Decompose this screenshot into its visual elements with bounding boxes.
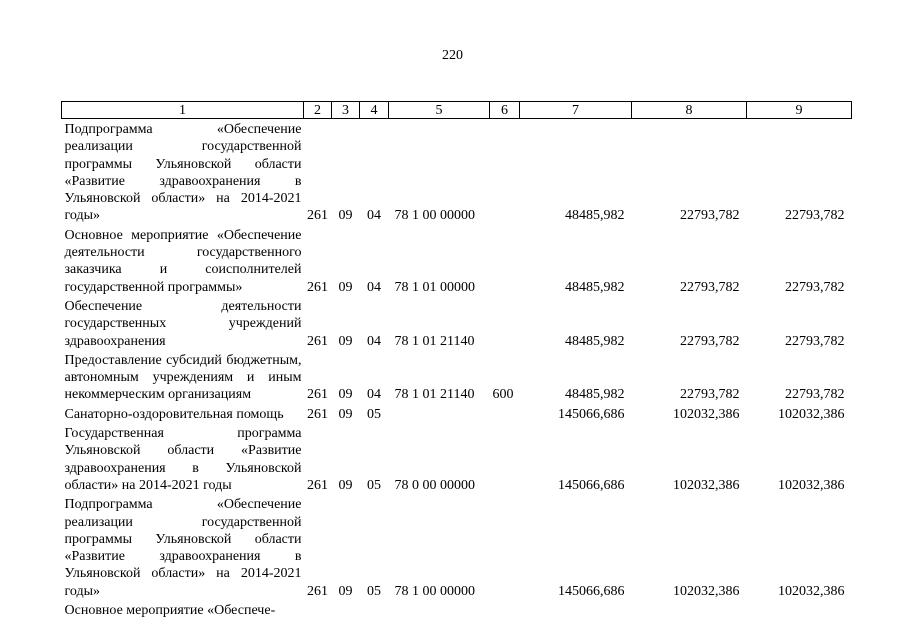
subsection-code: 05: [367, 406, 381, 422]
section-code: 09: [338, 477, 353, 493]
amount-col9: 22793,782: [785, 208, 845, 224]
amount-col7: 48485,982: [565, 387, 625, 403]
grbs-code: 261: [307, 333, 328, 349]
grbs-code: [304, 600, 332, 619]
grbs-code: 261: [307, 387, 328, 403]
page-number: 220: [442, 48, 463, 63]
amount-col8: 102032,386: [673, 406, 740, 422]
header-cell-7: 7: [520, 102, 632, 119]
amount-col8: 22793,782: [680, 333, 740, 349]
expense-type-code: 600: [492, 387, 514, 403]
amount-col8: 102032,386: [673, 477, 740, 493]
amount-col8: 22793,782: [680, 387, 740, 403]
table-row: [62, 494, 852, 600]
table-row: [62, 119, 852, 225]
table-row: [62, 350, 852, 404]
section-code: 09: [338, 583, 353, 599]
grbs-code: 261: [307, 406, 328, 422]
item-name: Предоставление субсидий бюджетным, автономным учреждениям и иным некоммерческим организациям: [64, 352, 302, 403]
section-code: [332, 600, 360, 619]
grbs-code: 261: [307, 477, 328, 493]
target-article-code: 78 1 00 00000: [394, 208, 475, 224]
subsection-code: 04: [367, 333, 381, 349]
item-name: Основное мероприятие «Обеспече-: [64, 603, 276, 619]
item-name: Подпрограмма «Обеспечение реализации государственной программы Ульяновской области «Развитие здравоохранения в Ульяновской области» на 2014-2021 годы»: [64, 122, 302, 224]
table-row: [62, 225, 852, 296]
amount-col7: 48485,982: [565, 279, 625, 295]
target-article-code: [389, 404, 490, 423]
expense-type-code: [490, 404, 520, 423]
section-code: 09: [338, 387, 353, 403]
amount-col9: 102032,386: [778, 583, 845, 599]
target-article-code: [389, 600, 490, 619]
header-cell-9: 9: [747, 102, 852, 119]
subsection-code: 05: [367, 583, 381, 599]
header-cell-8: 8: [632, 102, 747, 119]
grbs-code: 261: [307, 208, 328, 224]
section-code: 09: [338, 406, 353, 422]
amount-col9: 102032,386: [778, 477, 845, 493]
section-code: 09: [338, 279, 353, 295]
expense-type-code: [490, 296, 520, 350]
budget-table: [61, 101, 852, 619]
amount-col9: 22793,782: [785, 279, 845, 295]
header-row: [62, 102, 852, 119]
amount-col8: 22793,782: [680, 208, 740, 224]
expense-type-code: [490, 423, 520, 494]
amount-col7: 48485,982: [565, 208, 625, 224]
amount-col8: 102032,386: [673, 583, 740, 599]
item-name: Обеспечение деятельности государственных учреждений здравоохранения: [64, 298, 302, 349]
table-row: [62, 404, 852, 423]
header-cell-1: 1: [62, 102, 304, 119]
subsection-code: 04: [367, 208, 381, 224]
amount-col9: [747, 600, 852, 619]
subsection-code: 04: [367, 279, 381, 295]
target-article-code: 78 0 00 00000: [394, 477, 475, 493]
amount-col7: 48485,982: [565, 333, 625, 349]
amount-col7: [520, 600, 632, 619]
item-name: Государственная программа Ульяновской области «Развитие здравоохранения в Ульяновской области» на 2014-2021 годы: [64, 426, 302, 493]
amount-col7: 145066,686: [558, 406, 625, 422]
section-code: 09: [338, 208, 353, 224]
amount-col9: 22793,782: [785, 387, 845, 403]
target-article-code: 78 1 00 00000: [394, 583, 475, 599]
table-row: [62, 600, 852, 619]
table-row: [62, 296, 852, 350]
grbs-code: 261: [307, 583, 328, 599]
expense-type-code: [490, 119, 520, 225]
item-name: Основное мероприятие «Обеспечение деятельности государственного заказчика и соисполнителей государственной программы»: [64, 227, 302, 295]
target-article-code: 78 1 01 21140: [394, 333, 475, 349]
header-cell-6: 6: [490, 102, 520, 119]
amount-col7: 145066,686: [558, 583, 625, 599]
column-number-header: [62, 102, 852, 119]
subsection-code: 04: [367, 387, 381, 403]
expense-type-code: [490, 600, 520, 619]
subsection-code: 05: [367, 477, 381, 493]
amount-col9: 102032,386: [778, 406, 845, 422]
table-row: [62, 423, 852, 494]
amount-col7: 145066,686: [558, 477, 625, 493]
header-cell-2: 2: [304, 102, 332, 119]
expense-type-code: [490, 494, 520, 600]
target-article-code: 78 1 01 21140: [394, 387, 475, 403]
grbs-code: 261: [307, 279, 328, 295]
expense-type-code: [490, 225, 520, 296]
header-cell-3: 3: [332, 102, 360, 119]
target-article-code: 78 1 01 00000: [394, 279, 475, 295]
header-cell-4: 4: [360, 102, 389, 119]
header-cell-5: 5: [389, 102, 490, 119]
table-body: [62, 119, 852, 620]
amount-col8: 22793,782: [680, 279, 740, 295]
amount-col8: [632, 600, 747, 619]
item-name: Санаторно-оздоровительная помощь: [64, 406, 284, 422]
section-code: 09: [338, 333, 353, 349]
item-name: Подпрограмма «Обеспечение реализации государственной программы Ульяновской области «Развитие здравоохранения в Ульяновской области» на 2014-2021 годы»: [64, 497, 302, 599]
amount-col9: 22793,782: [785, 333, 845, 349]
subsection-code: [360, 600, 389, 619]
